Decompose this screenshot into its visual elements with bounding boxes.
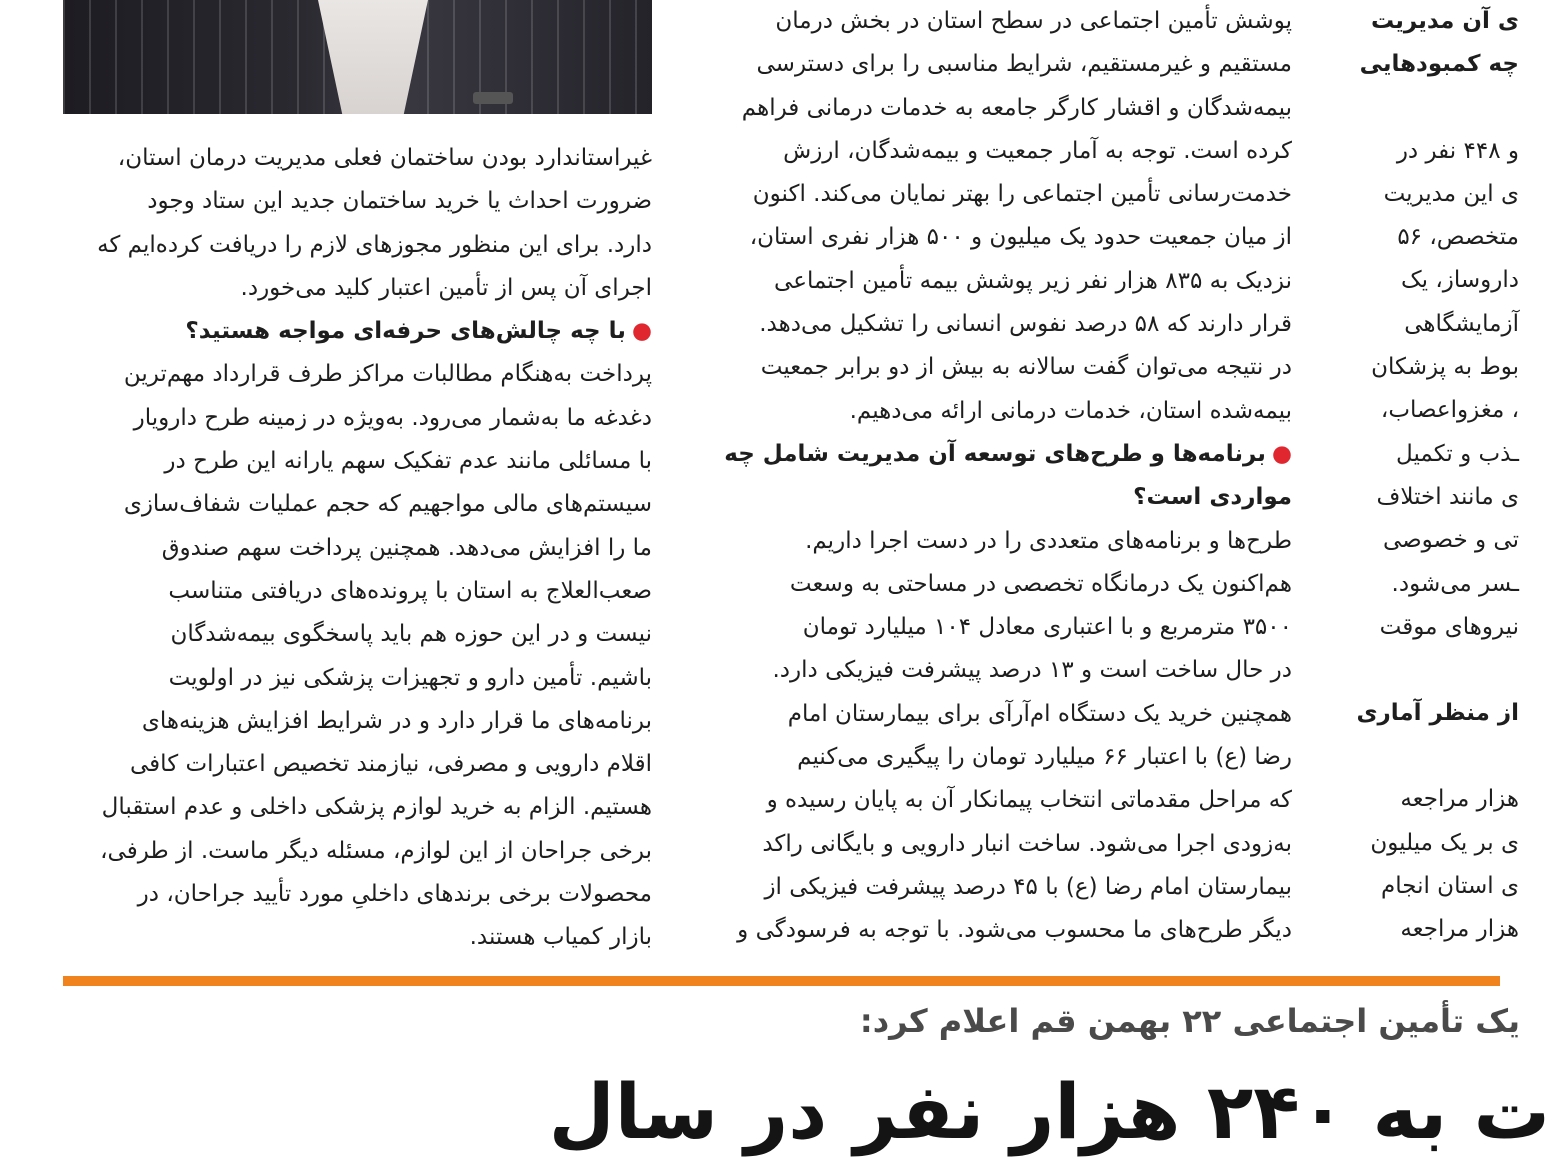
paragraph-line: آزمایشگاهی: [1404, 310, 1519, 337]
paragraph-line: طرح‌ها و برنامه‌های متعددی را در دست اجرا داریم.: [805, 527, 1292, 554]
paragraph-line: همچنین خرید یک دستگاه ام‌آرآی برای بیمارستان امام: [787, 700, 1292, 727]
paragraph-line: اقلام دارویی و مصرفی، نیازمند تخصیص اعتبارات کافی: [130, 751, 652, 778]
photo-shirt: [318, 0, 428, 114]
paragraph-line: غیراستاندارد بودن ساختمان فعلی مدیریت درمان استان،: [117, 145, 652, 171]
paragraph-line: پرداخت به‌هنگام مطالبات مراکز طرف قرارداد مهم‌ترین: [123, 361, 652, 388]
question-text: با چه چالش‌های حرفه‌ای مواجه هستید؟: [185, 318, 626, 345]
interview-question: [703, 433, 1292, 476]
paragraph-line: صعب‌العلاج به استان با پرونده‌های دریافتی متناسب: [168, 577, 652, 604]
article-column-left: [63, 137, 652, 960]
interview-question: ی آن مدیریت: [1370, 8, 1519, 34]
paragraph-line: به‌زودی اجرا می‌شود. ساخت انبار دارویی و بایگانی راکد: [762, 830, 1292, 857]
paragraph-line: هزار مراجعه: [1400, 786, 1519, 813]
paragraph-line: قرار دارند که ۵۸ درصد نفوس انسانی را تشکیل می‌دهد.: [759, 311, 1292, 338]
paragraph-line: و ۴۴۸ نفر در: [1396, 137, 1519, 164]
interview-question-continued: چه کمبودهایی: [1359, 51, 1519, 78]
paragraph-line: محصولات برخی برندهای داخلیِ مورد تأیید جراحان، در: [137, 881, 652, 908]
paragraph-line: بیمه‌شده استان، خدمات درمانی ارائه می‌دهیم.: [849, 397, 1292, 424]
paragraph-spacer: [1344, 735, 1519, 778]
paragraph-line: در نتیجه می‌توان گفت سالانه به بیش از دو برابر جمعیت: [760, 354, 1292, 381]
interview-question-continued: مواردی است؟: [1133, 484, 1292, 511]
paragraph-line: اجرای آن پس از تأمین اعتبار کلید می‌خورد.: [240, 274, 652, 301]
paragraph-line: در حال ساخت است و ۱۳ درصد پیشرفت فیزیکی دارد.: [772, 657, 1292, 684]
paragraph-line: از میان جمعیت حدود یک میلیون و ۵۰۰ هزار نفری استان،: [749, 224, 1292, 251]
photo-lapel-mic: [473, 92, 513, 104]
paragraph-line: نیروهای موقت: [1379, 613, 1519, 640]
paragraph-line: هزار مراجعه: [1400, 916, 1519, 943]
news-headline: ت به ۲۴۰ هزار نفر در سال: [548, 1067, 1550, 1156]
paragraph-line: ، مغزواعصاب،: [1380, 397, 1519, 424]
paragraph-line: ی مانند اختلاف: [1376, 483, 1519, 510]
paragraph-line: برخی جراحان از این لوازم، مسئله دیگر ماست. از طرفی،: [100, 837, 652, 864]
paragraph-line: مستقیم و غیرمستقیم، شرایط مناسبی را برای دسترسی: [756, 51, 1292, 78]
paragraph-line: تی و خصوصی: [1382, 527, 1519, 554]
paragraph-line: برنامه‌های ما قرار دارد و در شرایط افزایش هزینه‌های: [141, 707, 652, 734]
paragraph-line: ما را افزایش می‌دهد. همچنین پرداخت سهم صندوق: [161, 534, 652, 561]
paragraph-spacer: [1344, 649, 1519, 692]
paragraph-line: ی این مدیریت: [1383, 180, 1519, 207]
paragraph-line: ـسر می‌شود.: [1391, 570, 1519, 597]
paragraph-line: ضرورت احداث یا خرید ساختمان جدید این ستاد وجود: [147, 188, 652, 215]
interview-question: از منظر آماری: [1356, 700, 1519, 727]
paragraph-line: با مسائلی مانند عدم تفکیک سهم یارانه این طرح در: [164, 448, 652, 475]
paragraph-line: ۳۵۰۰ مترمربع و با اعتباری معادل ۱۰۴ میلیارد تومان: [802, 614, 1292, 641]
bullet-dot-icon: ●: [1271, 440, 1292, 467]
news-kicker: یک تأمین اجتماعی ۲۲ بهمن قم اعلام کرد:: [859, 1002, 1520, 1040]
paragraph-line: ی استان انجام: [1380, 873, 1519, 900]
paragraph-line: بوط به پزشکان: [1371, 354, 1519, 381]
paragraph-line: دیگر طرح‌های ما محسوب می‌شود. با توجه به فرسودگی و: [737, 917, 1292, 944]
question-text: برنامه‌ها و طرح‌های توسعه آن مدیریت شامل چه: [724, 440, 1266, 467]
paragraph-line: هستیم. الزام به خرید لوازم پزشکی داخلی و عدم استقبال: [101, 794, 652, 821]
paragraph-line: خدمت‌رسانی تأمین اجتماعی را بهتر نمایان می‌کند. اکنون: [752, 181, 1292, 208]
paragraph-line: ـذب و تکمیل: [1396, 440, 1519, 467]
paragraph-line: بیمارستان امام رضا (ع) با ۴۵ درصد پیشرفت فیزیکی از: [764, 873, 1292, 900]
paragraph-line: نزدیک به ۸۳۵ هزار نفر زیر پوشش بیمه تأمین اجتماعی: [774, 267, 1292, 294]
paragraph-line: داروساز، یک: [1401, 267, 1519, 294]
paragraph-line: سیستم‌های مالی مواجهیم که حجم عملیات شفاف‌سازی: [123, 491, 652, 518]
paragraph-line: هم‌اکنون یک درمانگاه تخصصی در مساحتی به وسعت: [789, 570, 1292, 597]
bullet-dot-icon: ●: [631, 318, 652, 345]
paragraph-line: نیست و در این حوزه هم باید پاسخگوی بیمه‌شدگان: [170, 621, 652, 648]
paragraph-line: بیمه‌شدگان و اقشار کارگر جامعه به خدمات درمانی فراهم: [741, 94, 1292, 121]
paragraph-line: بازار کمیاب هستند.: [469, 924, 652, 951]
paragraph-line: دغدغه ما به‌شمار می‌رود. به‌ویژه در زمینه طرح دارویار: [133, 404, 652, 431]
paragraph-line: که مراحل مقدماتی انتخاب پیمانکار آن به پایان رسیده و: [766, 787, 1292, 814]
paragraph-line: دارد. برای این منظور مجوزهای لازم را دریافت کرده‌ایم که: [97, 231, 652, 258]
interview-question: [63, 310, 652, 353]
interview-photo: [63, 0, 652, 114]
paragraph-line: ی بر یک میلیون: [1370, 829, 1519, 856]
paragraph-line: کرده است. توجه به آمار جمعیت و بیمه‌شدگان، ارزش: [783, 137, 1292, 164]
article-column-right-cropped: [1344, 0, 1519, 952]
paragraph-line: باشیم. تأمین دارو و تجهیزات پزشکی نیز در اولویت: [168, 664, 652, 691]
paragraph-spacer: [1344, 87, 1519, 130]
article-column-middle: [703, 0, 1292, 953]
paragraph-line: پوشش تأمین اجتماعی در سطح استان در بخش درمان: [775, 8, 1292, 34]
section-divider: [63, 976, 1500, 986]
paragraph-line: رضا (ع) با اعتبار ۶۶ میلیارد تومان را پیگیری می‌کنیم: [797, 744, 1292, 771]
paragraph-line: متخصص، ۵۶: [1397, 224, 1519, 251]
